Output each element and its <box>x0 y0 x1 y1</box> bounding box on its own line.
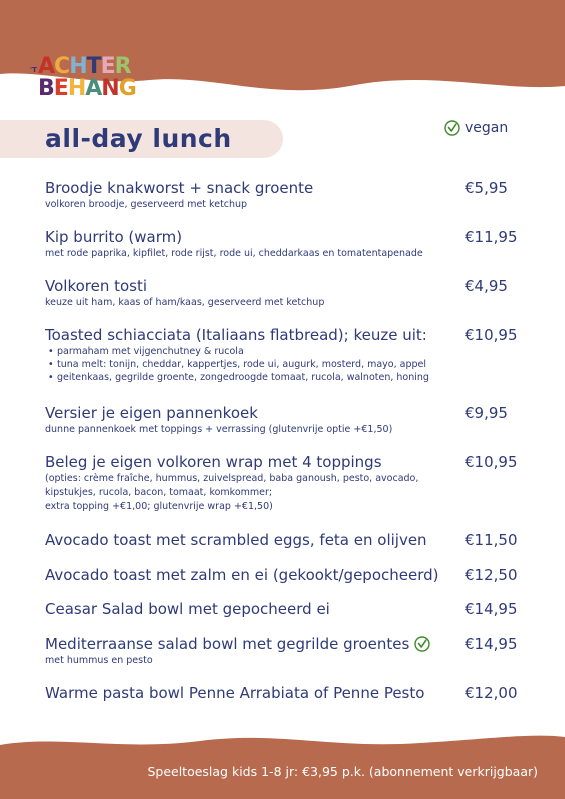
menu-item-name: Versier je eigen pannenkoek <box>45 404 258 422</box>
menu-item <box>45 404 525 437</box>
logo-letter: N <box>101 76 119 101</box>
logo-letter: T <box>86 54 101 79</box>
vegan-check-icon <box>414 636 430 652</box>
footer-note: Speeltoeslag kids 1-8 jr: €3,95 p.k. (abonnement verkrijgbaar) <box>147 764 538 779</box>
menu-item-description: volkoren broodje, geserveerd met ketchup <box>45 199 248 210</box>
logo-letter: A <box>38 54 55 79</box>
logo-letter: B <box>38 76 54 101</box>
menu-item-price: €5,95 <box>465 179 508 197</box>
menu-item-name: Volkoren tosti <box>45 277 148 295</box>
menu-item <box>45 531 525 549</box>
menu-item-price: €10,95 <box>465 326 518 344</box>
menu-item <box>45 566 525 584</box>
logo-letter: C <box>54 54 70 79</box>
menu-item-name: Broodje knakworst + snack groente <box>45 179 314 197</box>
section-title: all-day lunch <box>45 124 232 153</box>
menu-item <box>45 453 525 514</box>
brand-logo <box>28 50 163 112</box>
menu-item-price: €11,95 <box>465 228 518 246</box>
logo-letter: H <box>69 54 87 79</box>
logo-letter: R <box>114 54 131 79</box>
menu-item-description: extra topping +€1,00; glutenvrije wrap +€1,50) <box>45 501 273 512</box>
menu-item-price: €14,95 <box>465 600 518 618</box>
menu-item-description: met hummus en pesto <box>45 655 153 666</box>
logo-line-1 <box>38 56 131 78</box>
menu-item-price: €9,95 <box>465 404 508 422</box>
vegan-legend <box>444 120 508 136</box>
menu-item-description: (opties: crème fraîche, hummus, zuivelspread, baba ganoush, pesto, avocado, <box>45 473 419 484</box>
menu-item <box>45 277 525 310</box>
menu-item-price: €12,50 <box>465 566 518 584</box>
menu-item-name: Mediterraanse salad bowl met gegrilde groentes <box>45 635 410 653</box>
menu-item-price: €14,95 <box>465 635 518 653</box>
menu-item-description: met rode paprika, kipfilet, rode rijst, rode ui, cheddarkaas en tomatentapenade <box>45 248 423 259</box>
logo-prefix: 'T <box>30 66 37 74</box>
logo-letter: G <box>118 76 136 101</box>
logo-letter: H <box>67 76 86 101</box>
logo-letter: E <box>53 76 68 101</box>
menu-item-name: Avocado toast met zalm en ei (gekookt/gepocheerd) <box>45 566 439 584</box>
menu-item-price: €11,50 <box>465 531 518 549</box>
menu-item <box>45 600 525 618</box>
menu-item <box>45 684 525 702</box>
menu-item <box>45 179 525 212</box>
vegan-legend-label: vegan <box>465 120 509 136</box>
menu-item-name-row <box>45 635 525 653</box>
menu-item-option: • geitenkaas, gegrilde groente, zongedroogde tomaat, rucola, walnoten, honing <box>45 371 525 384</box>
menu-item-name: Beleg je eigen volkoren wrap met 4 toppings <box>45 453 382 471</box>
menu-item-description: dunne pannenkoek met toppings + verrassing (glutenvrije optie +€1,50) <box>45 424 393 435</box>
menu-item <box>45 326 525 384</box>
menu-item-name: Toasted schiacciata (Italiaans flatbread); keuze uit: <box>45 326 427 344</box>
menu-item-price: €10,95 <box>465 453 518 471</box>
menu-item <box>45 228 525 261</box>
menu-item-description: keuze uit ham, kaas of ham/kaas, geserveerd met ketchup <box>45 297 325 308</box>
menu-item-price: €12,00 <box>465 684 518 702</box>
menu-item <box>45 635 525 668</box>
menu-item-options <box>45 345 525 384</box>
menu-item-price: €4,95 <box>465 277 508 295</box>
menu-item-name: Kip burrito (warm) <box>45 228 183 246</box>
menu-item-name: Ceasar Salad bowl met gepocheerd ei <box>45 600 330 618</box>
menu-item-name: Avocado toast met scrambled eggs, feta en olijven <box>45 531 427 549</box>
vegan-check-icon <box>444 120 460 136</box>
menu-item-name: Warme pasta bowl Penne Arrabiata of Penne Pesto <box>45 684 425 702</box>
menu-item-description: kipstukjes, rucola, bacon, tomaat, komkommer; <box>45 487 273 498</box>
menu-item-option: • parmaham met vijgenchutney & rucola <box>45 345 525 358</box>
logo-line-2 <box>38 78 136 100</box>
logo-letter: A <box>85 76 102 101</box>
menu-item-option: • tuna melt: tonijn, cheddar, kappertjes, rode ui, augurk, mosterd, mayo, appel <box>45 358 525 371</box>
logo-letter: E <box>100 54 115 79</box>
